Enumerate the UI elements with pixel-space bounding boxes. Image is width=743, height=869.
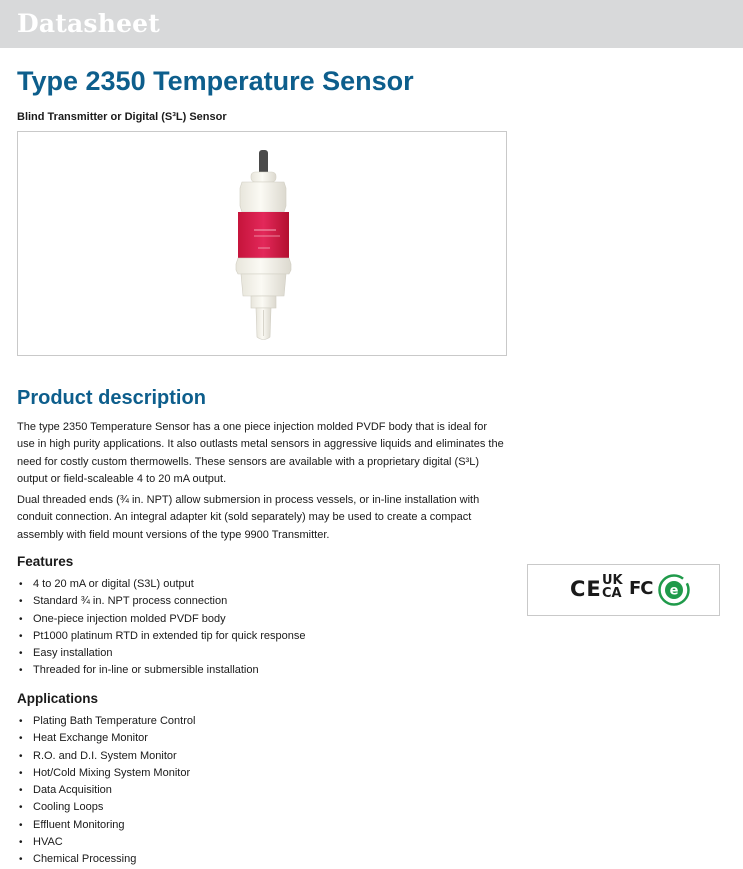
list-item: • Data Acquisition: [17, 782, 195, 799]
list-item: • Pt1000 platinum RTD in extended tip for quick response: [17, 628, 306, 645]
list-item: • Threaded for in-line or submersible installation: [17, 662, 306, 679]
list-item: • Cooling Loops: [17, 799, 195, 816]
page-subtitle: Blind Transmitter or Digital (S³L) Sensor: [17, 111, 227, 123]
list-item: • 4 to 20 mA or digital (S3L) output: [17, 576, 306, 593]
description-paragraph-2: Dual threaded ends (¾ in. NPT) allow submersion in process vessels, or in-line installation with conduit connection. An integral adapter kit (sold separately) may be used to create a compact assembly with field mount versions of the type 9900 Transmitter.: [17, 494, 480, 541]
list-item: • Easy installation: [17, 645, 306, 662]
list-item: • Heat Exchange Monitor: [17, 730, 195, 747]
product-description-heading: Product description: [17, 387, 206, 409]
ce-mark-icon: CE: [570, 577, 602, 601]
features-list: [17, 576, 306, 680]
list-item: • Effluent Monitoring: [17, 817, 195, 834]
fcc-mark-icon: FC: [629, 578, 653, 599]
list-item: • One-piece injection molded PVDF body: [17, 611, 306, 628]
ukca-mark-bottom: CA: [602, 586, 622, 601]
list-item: • HVAC: [17, 834, 195, 851]
description-paragraph-1: The type 2350 Temperature Sensor has a one piece injection molded PVDF body that is ideal for use in high purity applications. It also outlasts metal sensors in aggressive liquids and eliminates the need for costly custom thermowells. These sensors are available with a proprietary digital (S³L) output or field-scaleable 4 to 20 mA output.: [17, 421, 504, 486]
applications-list: [17, 713, 195, 869]
temperature-sensor-photo-icon: [18, 132, 506, 355]
list-item: • Chemical Processing: [17, 851, 195, 868]
header-banner: [0, 0, 743, 48]
banner-title: Datasheet: [17, 9, 161, 38]
applications-heading: Applications: [17, 691, 99, 706]
ukca-mark-top: UK: [602, 573, 623, 588]
list-item: • Standard ¾ in. NPT process connection: [17, 593, 306, 610]
product-image-frame: [17, 131, 507, 356]
list-item: • Hot/Cold Mixing System Monitor: [17, 765, 195, 782]
certification-marks-box: [527, 564, 720, 616]
page-title: Type 2350 Temperature Sensor: [17, 66, 414, 96]
svg-text:e: e: [669, 583, 679, 599]
list-item: • Plating Bath Temperature Control: [17, 713, 195, 730]
features-heading: Features: [17, 554, 74, 569]
rohs-compliance-icon: [658, 574, 690, 606]
list-item: • R.O. and D.I. System Monitor: [17, 748, 195, 765]
